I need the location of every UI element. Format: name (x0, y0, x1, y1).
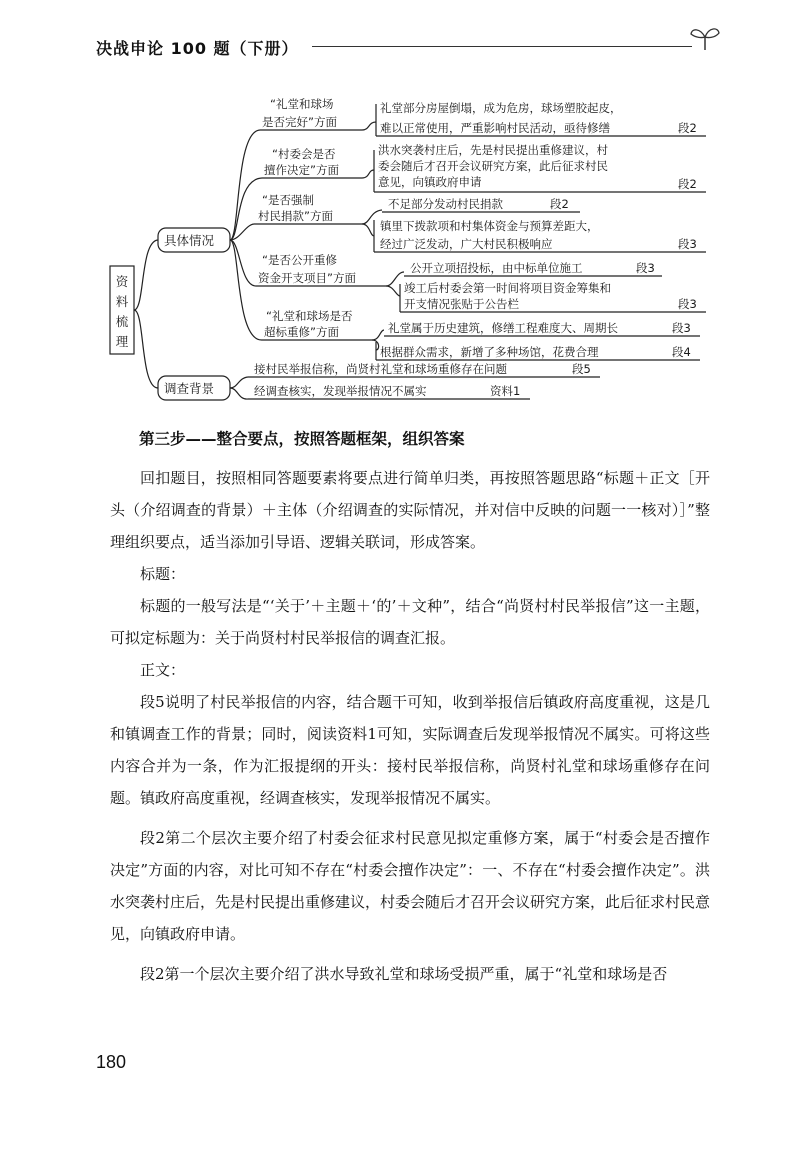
section-label: 标题： (140, 565, 186, 583)
leaf-text: 公开立项招投标，由中标单位施工 (410, 261, 583, 275)
paragraph-ref: 段3 (678, 297, 697, 311)
header-title: 决战申论 100 题（下册） (96, 39, 299, 58)
leaf-text: 委会随后才召开会议研究方案，此后征求村民 (378, 159, 608, 173)
paragraph-ref: 段3 (678, 237, 697, 251)
paragraph-ref: 段3 (672, 321, 691, 335)
paragraph: 段2第二个层次主要介绍了村委会征求村民意见拟定重修方案，属于“村委会是否擅作决定”方面的内容，对比可知不存在“村委会擅作决定”：一、不存在“村委会擅作决定”。洪水突袭村庄后，先是村民提出重修建议，村委会随后才召开会议研究方案，此后征求村民意见，向镇政府申请。 (110, 829, 711, 943)
paragraph: 段2第一个层次主要介绍了洪水导致礼堂和球场受损严重，属于“礼堂和球场是否 (140, 965, 668, 983)
leaf-text: 不足部分发动村民捐款 (388, 197, 503, 211)
branch-background-label: 调查背景 (164, 381, 215, 396)
root-label-char: 料 (115, 294, 129, 309)
leaf-text: 经过广泛发动，广大村民积极响应 (380, 237, 553, 251)
topic-label: “礼堂和球场 (270, 97, 334, 111)
topic-label: “村委会是否 (272, 147, 336, 161)
leaf-text: 根据群众需求，新增了多种场馆，花费合理 (380, 345, 599, 359)
paragraph-ref: 段2 (678, 121, 697, 135)
paragraph-ref: 段2 (678, 177, 697, 191)
answer-body (110, 462, 710, 990)
leaf-text: 开支情况张贴于公告栏 (404, 297, 519, 311)
paragraph: 回扣题目，按照相同答题要素将要点进行简单归类，再按照答题思路“标题＋正文［开头（介绍调查的背景）＋主体（介绍调查的实际情况，并对信中反映的问题一一核对）］”整理组织要点，适当添加引导语、逻辑关联词，形成答案。 (110, 469, 710, 551)
leaf-text: 竣工后村委会第一时间将项目资金筹集和 (404, 281, 611, 295)
paragraph: 段5说明了村民举报信的内容，结合题干可知，收到举报信后镇政府高度重视，这是几和镇调查工作的背景；同时，阅读资料1可知，实际调查后发现举报情况不属实。可将这些内容合并为一条，作为汇报提纲的开头：接村民举报信称，尚贤村礼堂和球场重修存在问题。镇政府高度重视，经调查核实，发现举报情况不属实。 (110, 693, 710, 807)
paragraph-ref: 段2 (550, 197, 569, 211)
mind-map-root-label (116, 274, 129, 349)
topic-label: 资金开支项目”方面 (258, 271, 356, 285)
leaf-text: 意见，向镇政府申请 (378, 175, 482, 189)
topic-label: 村民捐款”方面 (258, 209, 333, 223)
topic-label: “是否公开重修 (262, 253, 337, 267)
leaf-text: 洪水突袭村庄后，先是村民提出重修建议，村 (378, 143, 608, 157)
topic-label: 是否完好”方面 (262, 115, 337, 129)
mind-map (0, 0, 800, 420)
root-label-char: 理 (115, 334, 129, 349)
step-heading: 第三步——整合要点，按照答题框架，组织答案 (139, 430, 465, 448)
paragraph-ref: 段4 (672, 345, 691, 359)
leaf-text: 接村民举报信称，尚贤村礼堂和球场重修存在问题 (254, 362, 507, 376)
page-number: 180 (96, 1052, 127, 1072)
topic-label: 超标重修”方面 (264, 325, 339, 339)
paragraph-ref: 段3 (636, 261, 655, 275)
root-label-char: 梳 (115, 314, 129, 329)
section-label: 正文： (140, 661, 186, 679)
topic-label: 擅作决定”方面 (264, 163, 339, 177)
topic-label: “礼堂和球场是否 (266, 309, 353, 323)
leaf-text: 难以正常使用，严重影响村民活动，亟待修缮 (380, 121, 610, 135)
paragraph-ref: 资料1 (490, 384, 521, 398)
paragraph: 标题的一般写法是“‘关于’＋主题＋‘的’＋文种”，结合“尚贤村村民举报信”这一主题，可拟定标题为：关于尚贤村村民举报信的调查汇报。 (110, 597, 710, 647)
topic-label: “是否强制 (262, 193, 314, 207)
leaf-text: 镇里下拨款项和村集体资金与预算差距大， (380, 219, 599, 233)
paragraph-ref: 段5 (572, 362, 591, 376)
leaf-text: 礼堂部分房屋倒塌，成为危房，球场塑胶起皮， (380, 101, 622, 115)
leaf-text: 礼堂属于历史建筑，修缮工程难度大、周期长 (388, 321, 618, 335)
leaf-text: 经调查核实，发现举报情况不属实 (254, 384, 427, 398)
root-label-char: 资 (115, 274, 129, 289)
branch-detail-label: 具体情况 (164, 233, 215, 248)
